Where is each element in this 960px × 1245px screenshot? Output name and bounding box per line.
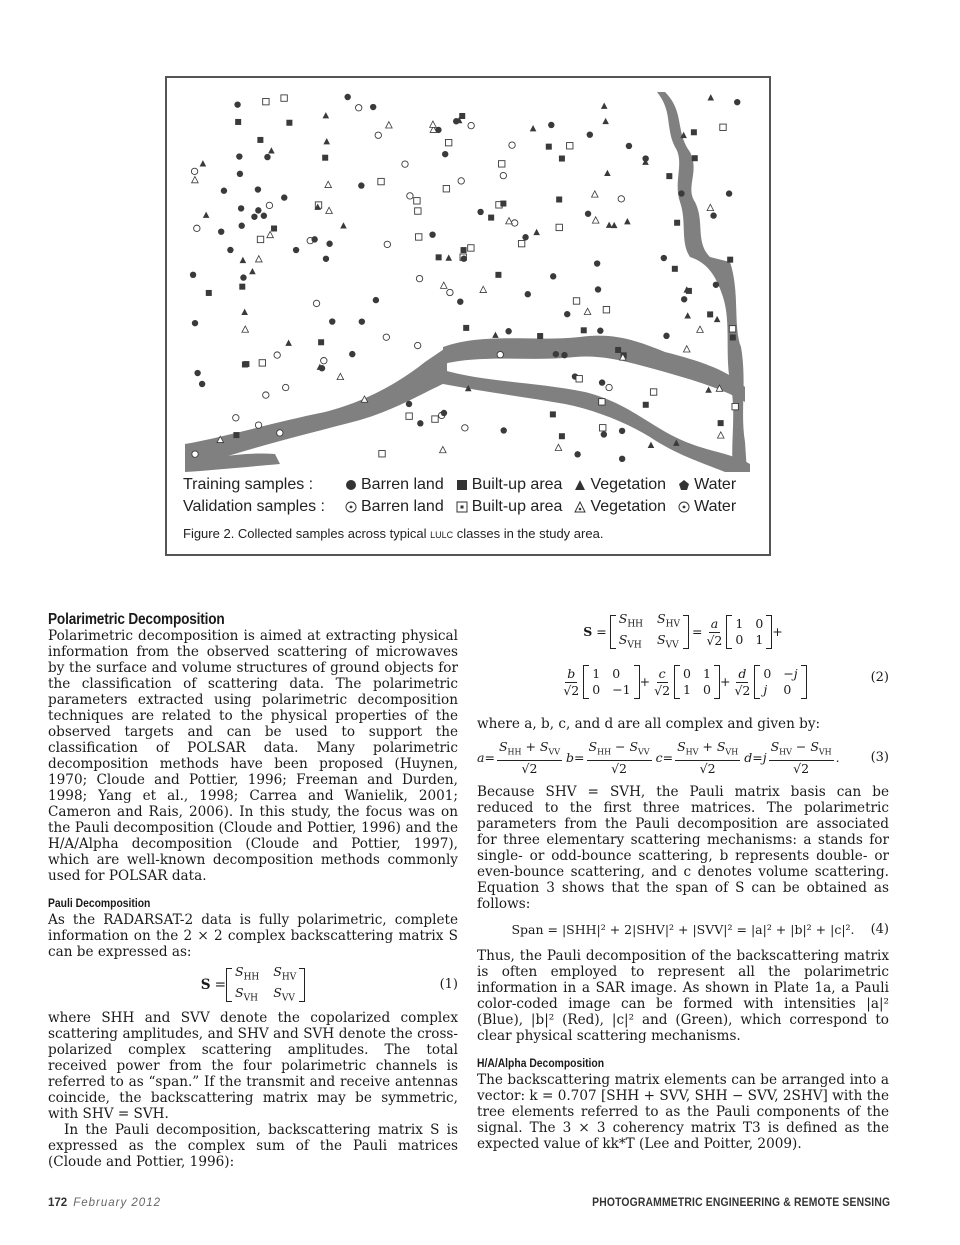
sample-marker	[533, 229, 540, 235]
river-central	[443, 336, 745, 402]
sample-marker	[463, 325, 469, 331]
sample-marker	[337, 373, 344, 379]
sample-marker	[648, 442, 655, 448]
sample-marker	[340, 222, 347, 228]
sample-marker	[238, 205, 244, 211]
sample-marker	[255, 422, 261, 428]
sample-marker	[603, 307, 609, 313]
sample-marker	[564, 311, 570, 317]
sample-marker	[239, 223, 245, 229]
sample-marker	[261, 213, 267, 219]
sample-marker	[672, 266, 678, 272]
sample-marker	[678, 190, 684, 196]
sample-marker	[227, 247, 233, 253]
sample-marker	[349, 351, 355, 357]
sample-marker	[674, 220, 680, 226]
sample-marker	[355, 105, 361, 111]
sample-marker	[293, 247, 299, 253]
sample-marker	[615, 347, 621, 353]
sample-marker	[661, 255, 667, 261]
page-number: 172	[48, 1197, 68, 1209]
sample-marker	[375, 132, 381, 138]
sample-marker	[604, 170, 611, 176]
paragraph: As the RADARSAT-2 data is fully polarimetric, complete information on the 2 × 2 complex backscattering matrix S can be expressed as:	[48, 912, 458, 960]
sample-marker	[713, 282, 719, 288]
sample-marker	[256, 256, 263, 262]
sample-marker	[192, 451, 198, 457]
sample-marker	[501, 427, 507, 433]
sample-marker	[522, 234, 528, 240]
sample-marker	[323, 112, 330, 118]
sample-marker	[584, 308, 591, 314]
sample-marker	[370, 104, 376, 110]
paragraph: In the Pauli decomposition, backscattering matrix S is expressed as the complex sum of the Pauli matrices (Cloude and Pottier, 1996):	[48, 1122, 458, 1170]
sample-marker	[194, 370, 200, 376]
circle-dotted-icon	[345, 501, 357, 513]
sample-marker	[548, 122, 554, 128]
sample-marker	[416, 275, 422, 281]
sample-marker	[432, 416, 438, 422]
legend-vegetation-v: Vegetation	[590, 498, 667, 515]
sample-marker	[255, 207, 261, 213]
river-east	[657, 92, 747, 472]
legend-barren-v: Barren land	[361, 498, 444, 515]
figure-caption: Figure 2. Collected samples across typical lulc classes in the study area.	[183, 526, 604, 541]
water-bodies	[185, 92, 750, 472]
triangle-dotted-icon	[574, 501, 586, 513]
sample-marker	[681, 296, 687, 302]
sample-marker	[236, 153, 242, 159]
sample-marker	[286, 120, 292, 126]
sample-marker	[550, 273, 556, 279]
sample-marker	[599, 399, 605, 405]
sample-marker	[442, 151, 448, 157]
right-column	[477, 612, 889, 1152]
sample-marker	[263, 98, 269, 104]
sample-marker	[553, 351, 559, 357]
sample-marker	[717, 432, 724, 438]
sample-marker	[468, 245, 474, 251]
legend-validation-row	[183, 496, 763, 518]
sample-marker	[242, 326, 249, 332]
sample-marker	[697, 326, 704, 332]
triangle-filled-icon	[574, 479, 586, 491]
sample-marker	[386, 122, 393, 128]
sample-marker	[592, 217, 599, 223]
sample-marker	[321, 357, 327, 363]
sample-marker	[618, 196, 624, 202]
figure-2	[165, 76, 771, 556]
sample-marker	[530, 125, 537, 131]
sample-marker	[707, 94, 714, 100]
section-heading: Polarimetric Decomposition	[48, 611, 225, 628]
sample-marker	[206, 290, 212, 296]
sample-marker	[624, 218, 631, 224]
sample-marker	[710, 212, 716, 218]
sample-marker	[257, 137, 263, 143]
sample-marker	[518, 240, 524, 246]
sample-marker	[441, 410, 447, 416]
sample-marker	[281, 194, 287, 200]
sample-marker	[406, 413, 412, 419]
sample-marker	[734, 99, 740, 105]
sample-marker	[595, 286, 601, 292]
sample-marker	[691, 129, 697, 135]
sample-marker	[221, 188, 227, 194]
sample-marker	[445, 254, 452, 260]
sample-marker	[313, 300, 319, 306]
sample-marker	[555, 444, 562, 450]
legend-training-label: Training samples :	[183, 476, 314, 493]
sample-marker	[505, 328, 511, 334]
sample-marker	[415, 208, 421, 214]
sample-marker	[203, 212, 210, 218]
map-legend	[183, 474, 763, 518]
sample-marker	[255, 186, 261, 192]
square-dotted-icon	[456, 501, 468, 513]
sample-marker	[585, 211, 591, 217]
sample-marker	[643, 402, 649, 408]
sample-marker	[602, 118, 609, 124]
sample-marker	[318, 339, 324, 345]
sample-marker	[329, 318, 335, 324]
sample-marker	[194, 225, 200, 231]
sample-marker	[358, 182, 364, 188]
sample-marker	[359, 318, 365, 324]
sample-marker	[241, 309, 248, 315]
river-south	[443, 370, 750, 472]
sample-marker	[599, 379, 605, 385]
sample-marker	[323, 138, 330, 144]
sample-marker	[559, 156, 565, 162]
paragraph: where a, b, c, and d are all complex and given by:	[477, 716, 821, 732]
legend-builtup: Built-up area	[471, 476, 563, 493]
sample-marker	[311, 236, 317, 242]
sample-marker	[436, 254, 442, 260]
sample-marker	[443, 186, 449, 192]
sample-marker	[233, 432, 239, 438]
sample-marker	[537, 333, 543, 339]
equation-2: S = $S_{HH}$ $S_{HV}$ $S_{VH}$ $S_{VV}$ = $\frac{a}{√2}$ 1 0 0 1 + $\frac{b}{√2}$ 1 0 0 −1 + $\frac{c}{√2}$ 0 1 1 0 + $\frac{d}{√2}$ 0 −j j 0 (2)	[563, 610, 889, 698]
sample-marker	[597, 328, 603, 334]
sample-marker	[705, 386, 712, 392]
sample-marker	[600, 425, 606, 431]
sample-marker	[556, 224, 562, 230]
sample-marker	[601, 103, 608, 109]
sample-marker	[650, 389, 656, 395]
legend-water: Water	[694, 476, 737, 493]
journal-name: PHOTOGRAMMETRIC ENGINEERING & REMOTE SENSING	[591, 1197, 890, 1209]
sample-marker	[457, 298, 463, 304]
sample-marker	[462, 425, 468, 431]
sample-marker	[259, 360, 265, 366]
sample-marker	[561, 352, 567, 358]
sample-marker	[257, 236, 263, 242]
left-column	[48, 612, 458, 1170]
sample-marker	[556, 197, 562, 203]
sample-marker	[488, 215, 494, 221]
sample-marker	[218, 228, 224, 234]
paragraph: Because SHV = SVH, the Pauli matrix basis can be reduced to the first three matrices. The polarimetric parameters from the Pauli decomposition are associated for three elementary scattering mechanisms: a stands for single- or odd-bounce scattering, b represents double- or even-bounce scattering, and c denotes volume scattering. Equation 3 shows that the span of S can be obtained as follows:	[477, 784, 889, 912]
sample-marker	[477, 209, 483, 215]
sample-marker	[402, 161, 408, 167]
sample-marker	[268, 147, 275, 153]
sample-marker	[707, 311, 713, 317]
sample-marker	[499, 161, 505, 167]
sample-marker	[266, 202, 272, 208]
sample-marker	[234, 101, 240, 107]
sample-marker	[497, 351, 503, 357]
sample-marker	[240, 257, 247, 263]
sample-marker	[591, 191, 598, 197]
sample-marker	[500, 172, 506, 178]
sample-marker	[686, 288, 692, 294]
sample-marker	[384, 241, 390, 247]
sample-marker	[732, 403, 738, 409]
sample-marker	[267, 231, 274, 237]
river-west	[185, 347, 447, 467]
sample-marker	[277, 430, 283, 436]
page-footer	[48, 1197, 890, 1209]
sample-marker	[718, 420, 724, 426]
sample-marker	[274, 352, 280, 358]
sample-markers	[190, 94, 741, 462]
legend-vegetation: Vegetation	[590, 476, 667, 493]
sample-marker	[461, 247, 467, 253]
sample-marker	[606, 222, 613, 228]
sample-marker	[322, 155, 328, 161]
sample-marker	[199, 381, 205, 387]
sample-marker	[192, 176, 199, 182]
sample-marker	[594, 260, 600, 266]
paragraph: where SHH and SVV denote the copolarized complex scattering amplitudes, and SHV and SVH denote the cross-polarized complex scattering amplitudes. The total received power from the four polarimetric channels is referred to as “span.” If the transmit and receive antennas coincide, the backscattering matrix may be symmetric, with SHV = SVH.	[48, 1010, 458, 1122]
sample-marker	[233, 415, 239, 421]
subsection-heading: Pauli Decomposition	[48, 898, 151, 910]
sample-marker	[237, 171, 243, 177]
equation-3: a = $\frac{S_{HH} + S_{VV}}{√2}$ b = $\frac{S_{HH} - S_{VV}}{√2}$ c = $\frac{S_{HV} + S_{VH}}{√2}$ d = j $\frac{S_{HV} - S_{VH}}{√2}$ . (3)	[477, 738, 889, 777]
sample-marker	[344, 94, 350, 100]
sample-marker	[379, 451, 385, 457]
circle-filled-icon	[345, 479, 357, 491]
sample-marker	[383, 334, 389, 340]
equation-1: S = $S_{HH}$ $S_{HV}$ $S_{VH}$ $S_{VV}$ (1)	[200, 963, 458, 1004]
legend-validation-label: Validation samples :	[183, 498, 325, 515]
sample-marker	[480, 286, 487, 292]
sample-marker	[492, 332, 499, 338]
sample-marker	[282, 384, 288, 390]
sample-map	[185, 92, 755, 472]
sample-marker	[407, 193, 413, 199]
sample-marker	[251, 214, 257, 220]
paragraph: Polarimetric decomposition is aimed at extracting physical information from the observed scattering of microwaves by the surface and volume structures of ground objects for the classification of scattering data. The polarimetric parameters extracted using polarimetric decomposition techniques are related to the physical properties of the observed targets and can be used to support the classification of POLSAR data. Many polarimetric decomposition methods have been proposed (Huynen, 1970; Cloude and Pottier, 1996; Freeman and Durden, 1998; Yang et al., 1998; Carrea and Wanielik, 2001; Cameron and Rais, 2006). In this study, the focus was on the Pauli decomposition (Cloude and Pottier, 1996) and the H/A/Alpha decomposition (Cloude and Pottier, 1997), which are well-known decomposition methods commonly used for POLSAR data.	[48, 628, 458, 884]
sample-marker	[326, 241, 332, 247]
sample-marker	[406, 401, 412, 407]
circle-dot-water-icon	[678, 501, 690, 513]
paragraph: Thus, the Pauli decomposition of the backscattering matrix is often employed to represent all the polarimetric information in a SAR image. As shown in Plate 1a, a Pauli color-coded image can be formed with intensities |a|² (Blue), |b|² (Red), |c|² and (Green), which correspond to clear physical scattering mechanisms.	[477, 948, 889, 1044]
sample-marker	[326, 207, 333, 213]
sample-marker	[459, 113, 465, 119]
sample-marker	[235, 119, 241, 125]
sample-marker	[285, 340, 292, 346]
subsection-heading: H/A/Alpha Decomposition	[477, 1058, 605, 1070]
sample-marker	[200, 160, 207, 166]
sample-marker	[281, 95, 287, 101]
legend-builtup-v: Built-up area	[471, 498, 563, 515]
sample-marker	[264, 154, 270, 160]
legend-training-row	[183, 474, 763, 496]
square-filled-icon	[456, 479, 468, 491]
sample-marker	[378, 178, 384, 184]
sample-marker	[729, 326, 735, 332]
sample-marker	[243, 361, 249, 367]
sample-marker	[587, 131, 593, 137]
sample-marker	[430, 121, 437, 127]
sample-marker	[271, 226, 277, 232]
sample-marker	[500, 201, 506, 207]
sample-marker	[525, 291, 531, 297]
sample-marker	[573, 298, 579, 304]
sample-marker	[626, 143, 632, 149]
sample-marker	[684, 312, 691, 318]
legend-water-v: Water	[694, 498, 737, 515]
sample-marker	[417, 420, 423, 426]
sample-marker	[559, 433, 565, 439]
sample-marker	[606, 384, 612, 390]
sample-marker	[707, 204, 714, 210]
sample-marker	[447, 289, 453, 295]
equation-4: Span = |SHH|² + 2|SHV|² + |SVV|² = |a|² + |b|² + |c|². (4)	[511, 922, 889, 937]
sample-marker	[619, 456, 625, 462]
sample-marker	[440, 446, 447, 452]
sample-marker	[440, 282, 447, 288]
sample-marker	[726, 190, 732, 196]
sample-marker	[730, 334, 736, 340]
sample-marker	[550, 411, 556, 417]
sample-marker	[495, 272, 501, 278]
sample-marker	[239, 284, 245, 290]
sample-marker	[416, 234, 422, 240]
issue-date: February 2012	[73, 1197, 161, 1209]
sample-marker	[581, 327, 587, 333]
sample-marker	[468, 122, 474, 128]
sample-marker	[190, 272, 196, 278]
sample-marker	[191, 168, 197, 174]
sample-marker	[574, 451, 580, 457]
sample-marker	[683, 346, 690, 352]
sample-marker	[249, 268, 256, 274]
sample-marker	[192, 320, 198, 326]
sample-marker	[727, 257, 733, 263]
sample-marker	[576, 376, 582, 382]
sample-marker	[429, 231, 435, 237]
sample-marker	[511, 220, 517, 226]
sample-marker	[240, 274, 246, 280]
sample-marker	[714, 316, 721, 322]
sample-marker	[263, 392, 269, 398]
sample-marker	[619, 428, 625, 434]
sample-marker	[601, 431, 607, 437]
sample-marker	[692, 155, 698, 161]
sample-marker	[453, 118, 459, 124]
sample-marker	[414, 342, 420, 348]
sample-marker	[666, 173, 672, 179]
sample-marker	[506, 218, 513, 224]
sample-marker	[663, 333, 669, 339]
sample-marker	[461, 256, 467, 262]
sample-marker	[546, 144, 552, 150]
sample-marker	[720, 124, 726, 130]
sample-marker	[373, 297, 379, 303]
paragraph: The backscattering matrix elements can be arranged into a vector: k = 0.707 [SHH + SVV, SHH − SVV, 2SHV] with the tree elements referred to as the Pauli components of the signal. The 3 × 3 coherency matrix T3 is defined as the expected value of kk*T (Lee and Poitter, 2009).	[477, 1072, 889, 1152]
sample-marker	[567, 143, 573, 149]
sample-marker	[323, 256, 329, 262]
sample-marker	[414, 198, 420, 204]
sample-marker	[445, 139, 451, 145]
sample-marker	[325, 181, 332, 187]
pentagon-filled-icon	[678, 479, 690, 491]
sample-marker	[509, 142, 515, 148]
legend-barren: Barren land	[361, 476, 444, 493]
sample-marker	[458, 178, 464, 184]
